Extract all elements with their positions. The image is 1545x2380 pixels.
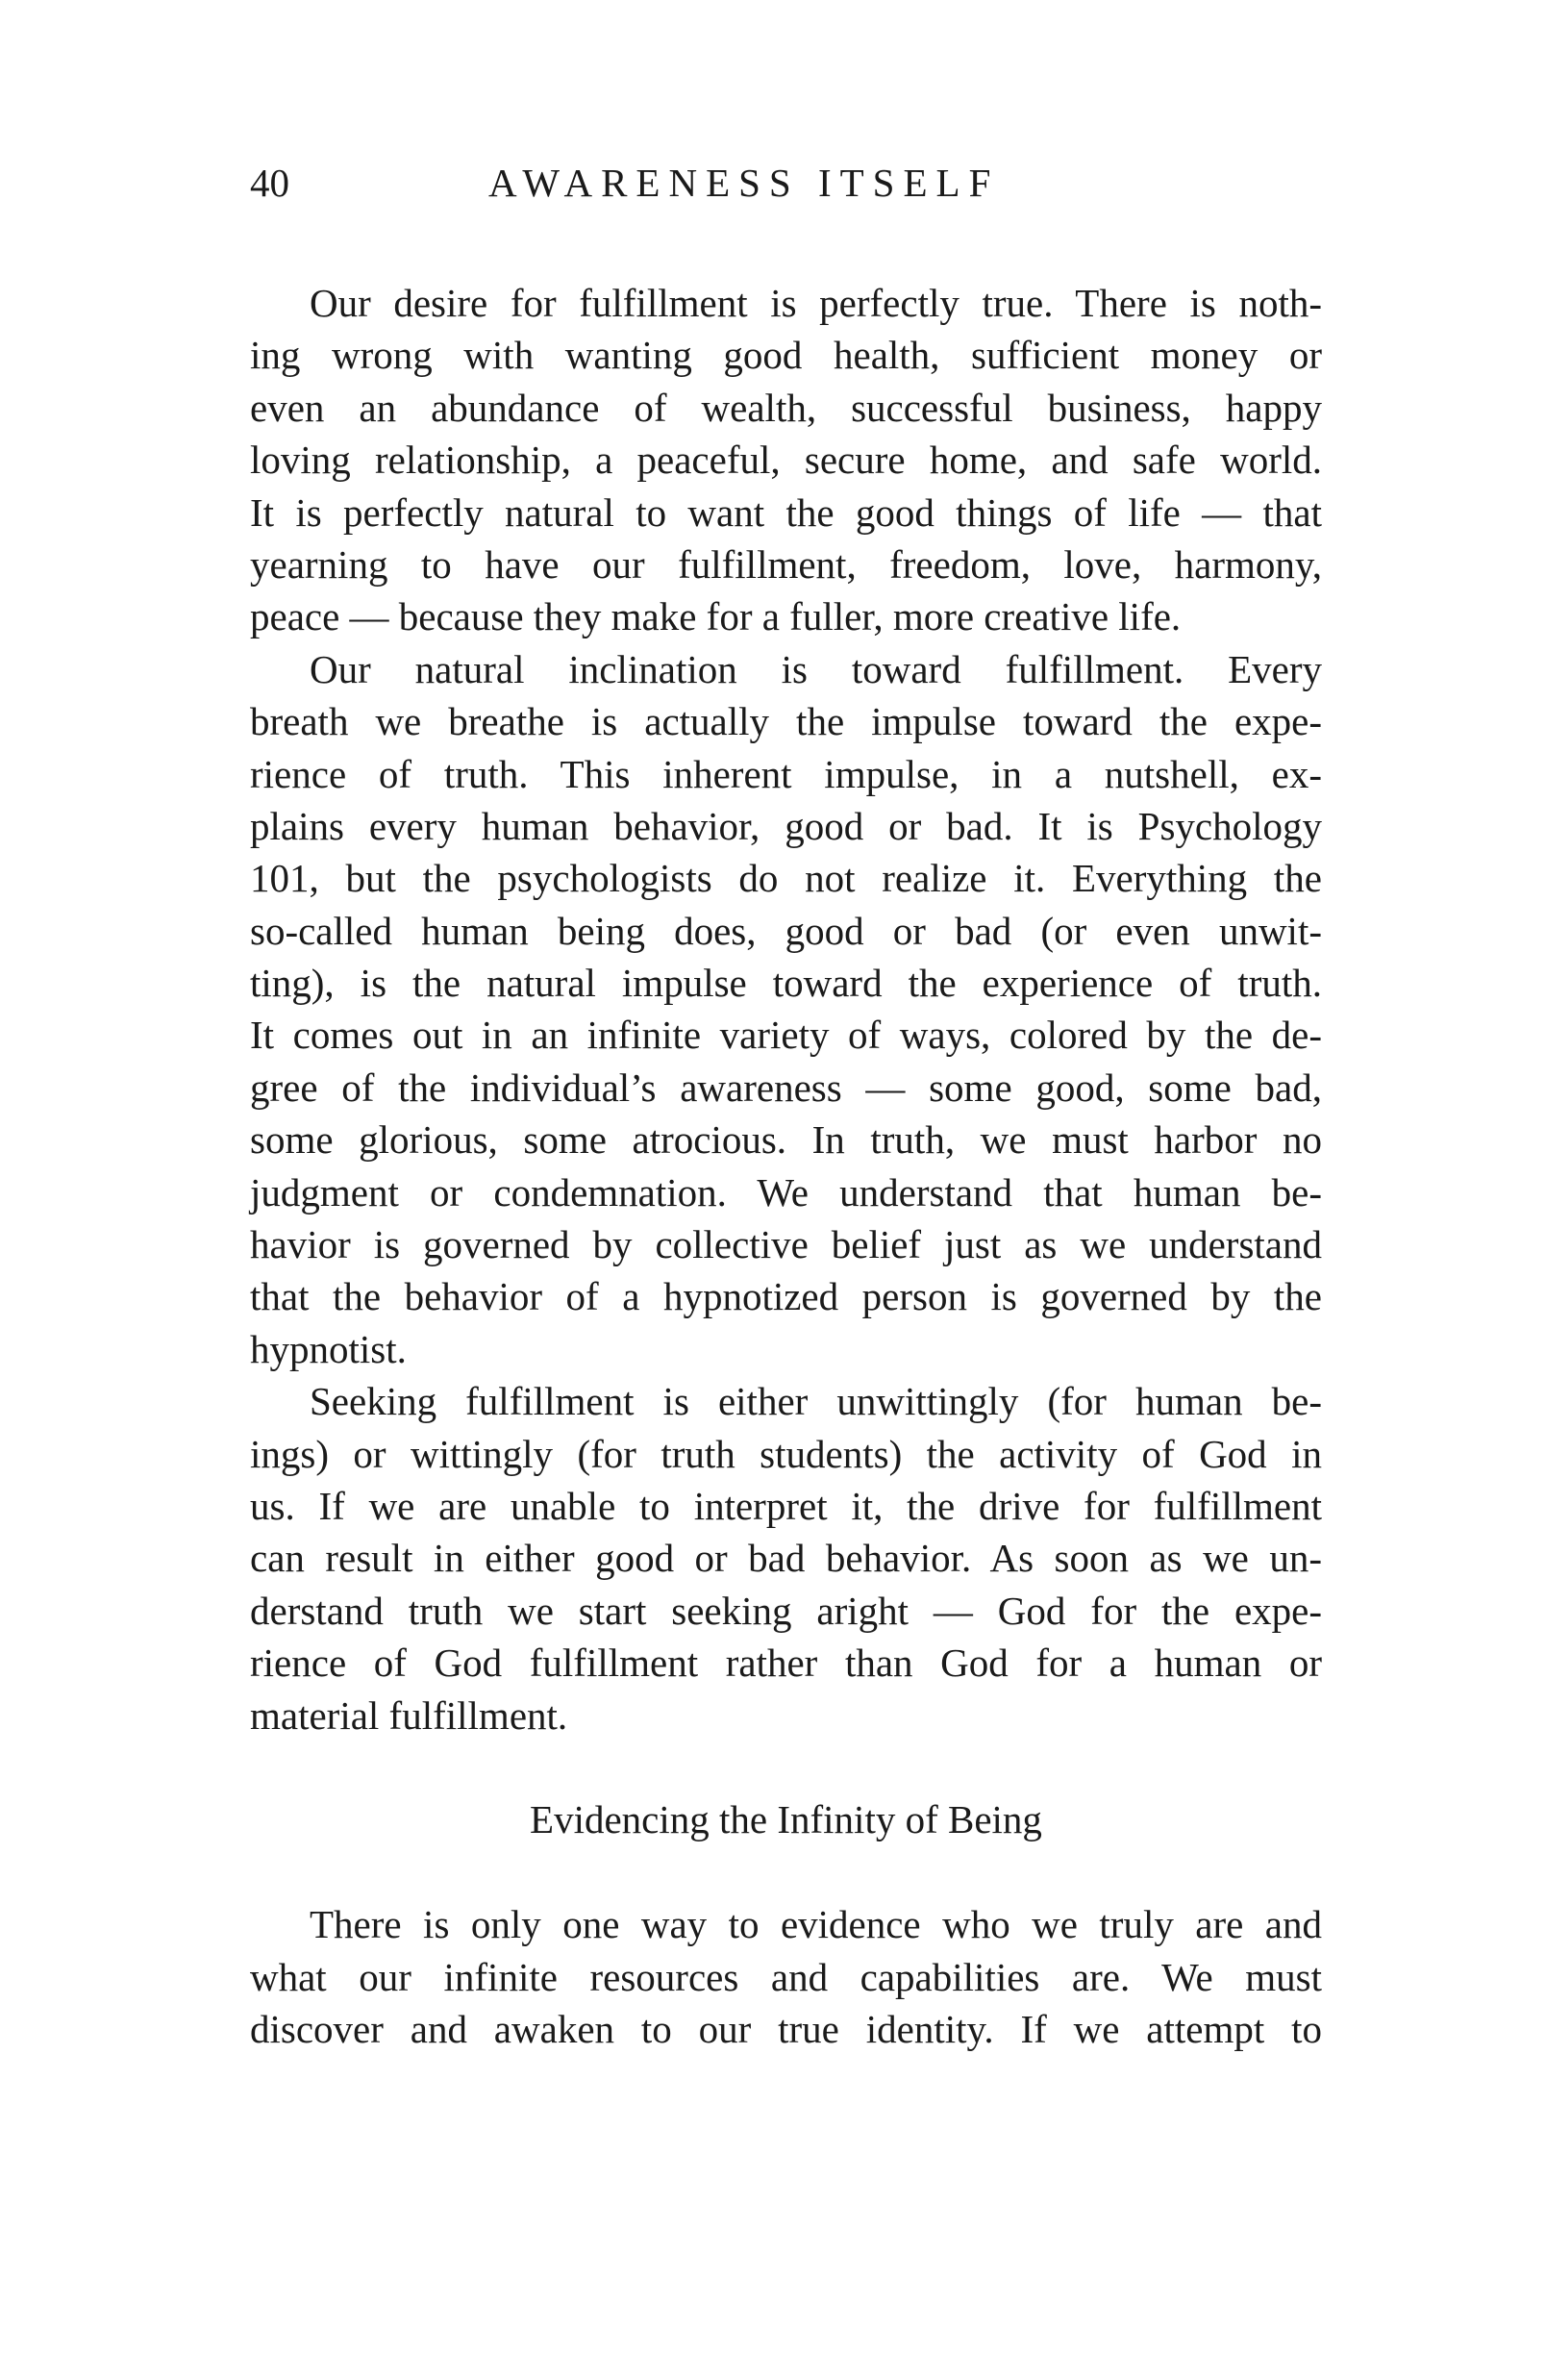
section-heading: Evidencing the Infinity of Being (530, 1797, 1042, 1842)
text-line: hypnotist. (250, 1326, 407, 1371)
text-line: even an abundance of wealth, successful business, happy (250, 385, 1322, 430)
text-line: us. If we are unable to interpret it, the drive for fulfillment (250, 1483, 1322, 1528)
text-line: rience of truth. This inherent impulse, in a nutshell, ex- (250, 751, 1322, 796)
paragraph (250, 643, 1322, 1375)
text-line: It is perfectly natural to want the good things of life — that (250, 489, 1322, 535)
text-line: havior is governed by collective belief just as we understand (250, 1222, 1322, 1267)
running-head (250, 154, 1322, 212)
text-line: that the behavior of a hypnotized person is governed by the (250, 1274, 1322, 1319)
text-line: discover and awaken to our true identity. If we attempt to (250, 2006, 1322, 2051)
text-line: yearning to have our fulfillment, freedom, love, harmony, (250, 541, 1322, 587)
text-line: gree of the individual’s awareness — some good, some bad, (250, 1065, 1322, 1110)
text-line: Our natural inclination is toward fulfillment. Every (310, 646, 1322, 691)
text-line: loving relationship, a peaceful, secure home, and safe world. (250, 438, 1322, 483)
text-line: peace — because they make for a fuller, more creative life. (250, 594, 1182, 639)
text-line: derstand truth we start seeking aright — God for the expe- (250, 1588, 1322, 1633)
text-line: judgment or condemnation. We understand that human be- (250, 1169, 1322, 1215)
book-title: AWARENESS ITSELF (488, 161, 1000, 205)
text-line: It comes out in an infinite variety of ways, colored by the de- (250, 1013, 1322, 1058)
text-line: ings) or wittingly (for truth students) the activity of God in (250, 1431, 1322, 1476)
paragraph (250, 277, 1322, 643)
text-line: some glorious, some atrocious. In truth, we must harbor no (250, 1117, 1322, 1163)
text-line: 101, but the psychologists do not realize it. Everything the (250, 856, 1322, 901)
text-line: rience of God fulfillment rather than God for a human or (250, 1641, 1322, 1686)
text-line: Our desire for fulfillment is perfectly true. There is noth- (310, 281, 1322, 325)
text-line: ting), is the natural impulse toward the experience of truth. (250, 961, 1322, 1006)
text-line: material fulfillment. (250, 1692, 568, 1738)
text-line: plains every human behavior, good or bad. It is Psychology (250, 803, 1322, 848)
text-line: ing wrong with wanting good health, sufficient money or (250, 333, 1322, 378)
body-text (250, 277, 1322, 2055)
paragraph (250, 1375, 1322, 1741)
text-line: can result in either good or bad behavior. As soon as we un- (250, 1536, 1322, 1581)
text-line: breath we breathe is actually the impulse toward the expe- (250, 699, 1322, 744)
text-line: Seeking fulfillment is either unwittingly (for human be- (310, 1379, 1322, 1424)
page-number: 40 (250, 161, 289, 205)
paragraph (250, 1898, 1322, 2055)
text-line: what our infinite resources and capabilities are. We must (250, 1954, 1322, 1999)
text-line: There is only one way to evidence who we truly are and (310, 1902, 1322, 1947)
text-line: so-called human being does, good or bad (or even unwit- (250, 908, 1322, 953)
